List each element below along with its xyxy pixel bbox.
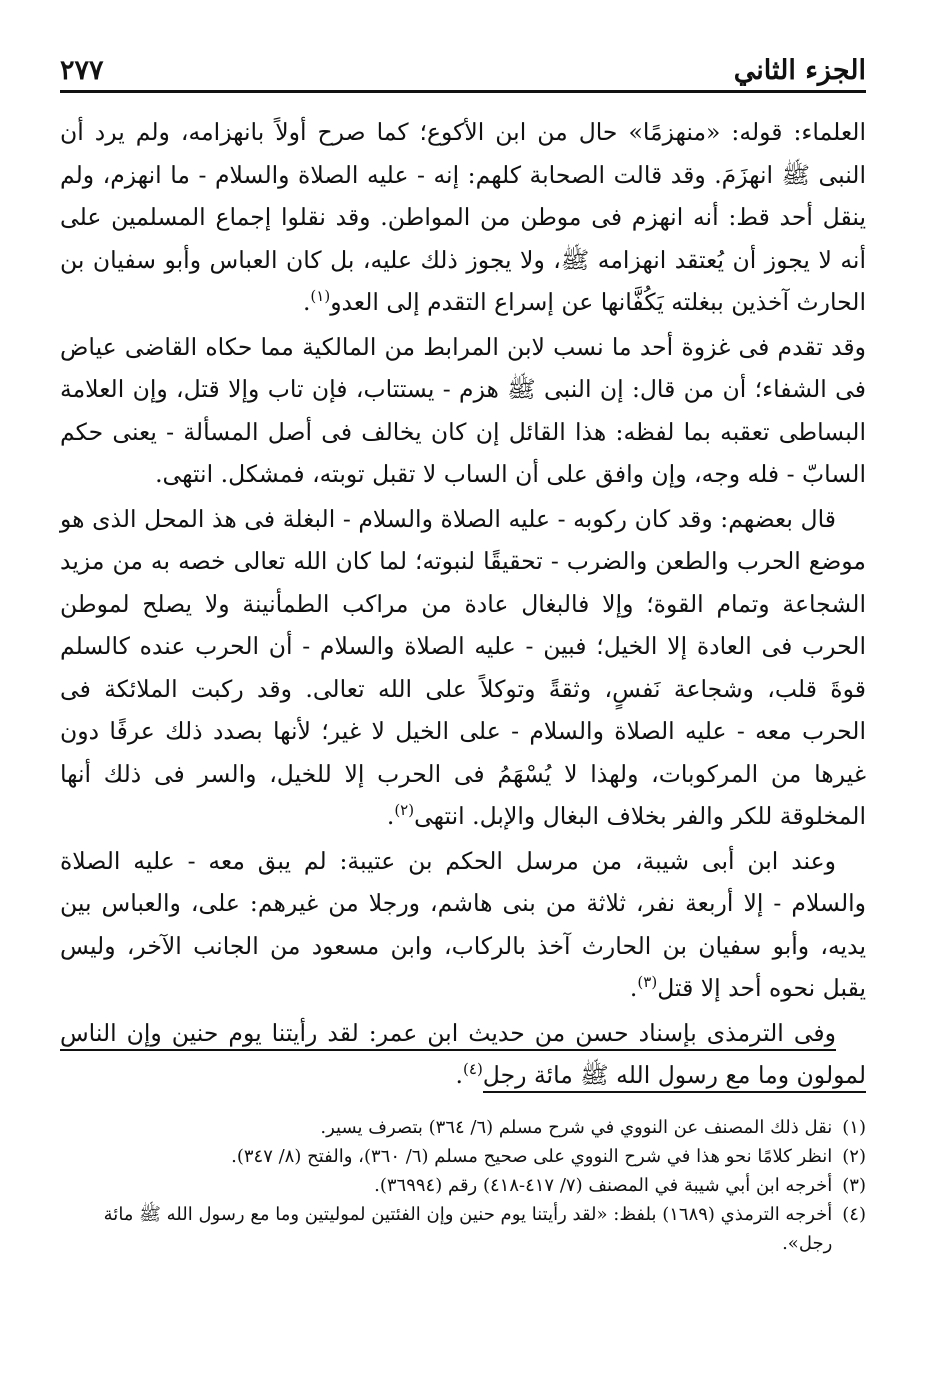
main-text <box>60 111 866 1097</box>
paragraph-text: قال بعضهم: وقد كان ركوبه - عليه الصلاة والسلام - البغلة فى هذ المحل الذى هو موضع الحرب والطعن والضرب - تحقيقًا لنبوته؛ لما كان الله تعالى خصه به من مزيد الشجاعة وتمام القوة؛ وإلا فالبغال عادة من مراكب الطمأنينة ولا يصلح لموطن الحرب فى العادة إلا الخيل؛ فبين - عليه الصلاة والسلام - أن الحرب عنده كالسلم قوةَ قلب، وشجاعة نَفسٍ، وثقةً وتوكلاً على الله تعالى. وقد ركبت الملائكة فى الحرب معه - عليه الصلاة والسلام - على الخيل لا غير؛ لأنها بصدد ذلك عرفًا دون غيرها من المركوبات، ولهذا لا يُسْهَمُ فى الحرب إلا للخيل، والسر فى ذلك أنها المخلوقة للكر والفر بخلاف البغال والإبل. انتهى <box>60 504 866 830</box>
footnote-3 <box>60 1171 866 1200</box>
footnote-1 <box>60 1113 866 1142</box>
paragraph-end: . <box>455 1061 464 1089</box>
footnote-number: (٣) <box>842 1174 866 1196</box>
paragraph-text: وعند ابن أبى شيبة، من مرسل الحكم بن عتيبة: لم يبق معه - عليه الصلاة والسلام - إلا أربعة نفر، ثلاثة من بنى هاشم، ورجلا من غيرهم: على، والعباس بين يديه، وأبو سفيان بن الحارث آخذ بالركاب، وابن مسعود من الجانب الآخر، وليس يقبل نحوه أحد إلا قتل <box>60 846 866 1002</box>
paragraph-3 <box>60 498 866 838</box>
footnote-4 <box>60 1200 866 1258</box>
footnote-ref: (٢) <box>394 801 415 820</box>
footnote-text: أخرجه الترمذي (١٦٨٩) بلفظ: «لقد رأيتنا يوم حنين وإن الفئتين لموليتين وما مع رسول الله ﷺ مائة رجل». <box>103 1203 833 1254</box>
footnote-ref: (١) <box>310 287 331 306</box>
book-page <box>60 40 866 1258</box>
paragraph-1 <box>60 111 866 324</box>
footnote-text: نقل ذلك المصنف عن النووي في شرح مسلم (٦/ ٣٦٤) بتصرف يسير. <box>320 1116 833 1138</box>
paragraph-end: . <box>629 974 638 1002</box>
footnote-number: (٤) <box>842 1203 866 1225</box>
paragraph-end: . <box>386 802 395 830</box>
paragraph-text: وفى الترمذى بإسناد حسن من حديث ابن عمر: لقد رأيتنا يوم حنين وإن الناس لمولون وما مع رسول الله ﷺ مائة رجل <box>60 1019 866 1094</box>
footnote-number: (٢) <box>842 1145 866 1167</box>
footnote-ref: (٣) <box>637 973 658 992</box>
paragraph-5 <box>60 1012 866 1097</box>
paragraph-text: العلماء: قوله: «منهزمًا» حال من ابن الأكوع؛ كما صرح أولاً بانهزامه، ولم يرد أن النبى ﷺ انهزَمَ. وقد قالت الصحابة كلهم: إنه - عليه الصلاة والسلام - ما انهزم، ولم ينقل أحد قط: أنه انهزم فى موطن من المواطن. وقد نقلوا إجماع المسلمين على أنه لا يجوز أن يُعتقد انهزامه ﷺ، ولا يجوز ذلك عليه، بل كان العباس وأبو سفيان بن الحارث آخذين ببغلته يَكُفَّانها عن إسراع التقدم إلى العدو <box>60 118 866 316</box>
page-number: ٢٧٧ <box>60 55 104 86</box>
running-head: الجزء الثاني <box>733 55 866 86</box>
paragraph-end: . <box>302 288 311 316</box>
footnote-text: انظر كلامًا نحو هذا في شرح النووي على صحيح مسلم (٦/ ٣٦٠)، والفتح (٨/ ٣٤٧). <box>231 1145 833 1167</box>
footnote-text: أخرجه ابن أبي شيبة في المصنف (٧/ ٤١٧-٤١٨) رقم (٣٦٩٩٤). <box>374 1174 833 1196</box>
footnote-ref: (٤) <box>463 1060 483 1079</box>
footnote-2 <box>60 1142 866 1171</box>
footnotes <box>60 1113 866 1258</box>
paragraph-text: وقد تقدم فى غزوة أحد ما نسب لابن المرابط من المالكية مما حكاه القاضى عياض فى الشفاء؛ أن من قال: إن النبى ﷺ هزم - يستتاب، فإن تاب وإلا قتل، وإن العلامة البساطى تعقبه بما لفظه: هذا القائل إن كان يخالف فى أصل المسألة - يعنى حكم السابّ - فله وجه، وإن وافق على أن الساب لا تقبل توبته، فمشكل. انتهى. <box>60 332 866 488</box>
paragraph-4 <box>60 840 866 1010</box>
footnote-number: (١) <box>842 1116 866 1138</box>
page-header <box>60 40 866 93</box>
paragraph-2 <box>60 326 866 496</box>
